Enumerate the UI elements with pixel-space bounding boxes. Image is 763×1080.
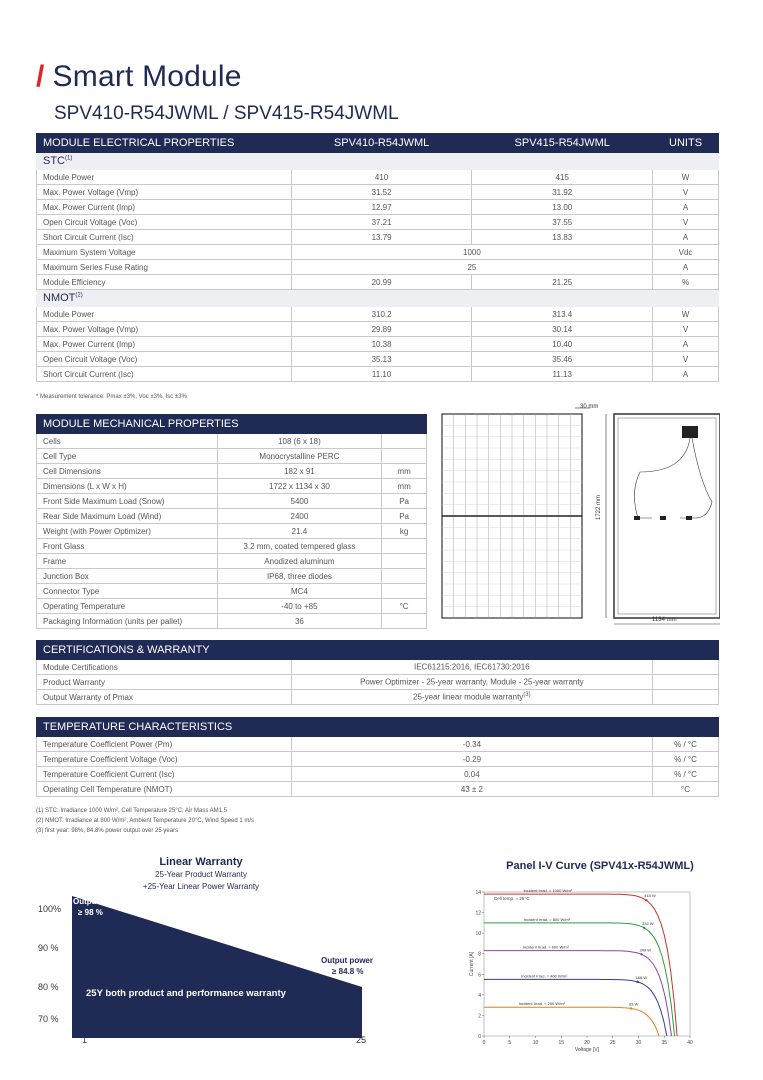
mech-cell: 1722 x 1134 x 30	[217, 479, 382, 494]
stc-cell: 12.97	[291, 200, 472, 215]
mech-cell: Dimensions (L x W x H)	[37, 479, 218, 494]
y-tick-label: 14	[475, 890, 481, 896]
stc-cell: Module Power	[37, 170, 292, 185]
stc-sup: (1)	[65, 155, 73, 162]
footnotes	[36, 806, 254, 836]
stc-cell: Maximum System Voltage	[37, 245, 292, 260]
nmot-cell: V	[653, 352, 719, 367]
mech-cell: Pa	[382, 494, 427, 509]
temp-cell: Operating Cell Temperature (NMOT)	[37, 782, 292, 797]
cert-label: Product Warranty	[37, 675, 292, 690]
stc-cell: Max. Power Current (Imp)	[37, 200, 292, 215]
table-row	[37, 479, 427, 494]
table-row	[37, 275, 719, 290]
x-tick-label: 25	[609, 1040, 616, 1046]
table-row	[37, 434, 427, 449]
nmot-cell: 11.13	[472, 367, 653, 382]
mech-cell: °C	[382, 599, 427, 614]
temperature-rows	[37, 737, 719, 797]
ytick-100: 100%	[38, 904, 62, 914]
x-tick-label: 0	[482, 1040, 486, 1046]
iv-mpp-point	[643, 927, 645, 929]
x-tick-label: 35	[661, 1040, 668, 1046]
mech-cell	[382, 569, 427, 584]
depth-label: 30 mm	[580, 404, 599, 410]
table-row	[37, 509, 427, 524]
stc-text: STC	[43, 155, 65, 167]
y-tick-label: 12	[475, 910, 481, 917]
table-row	[37, 752, 719, 767]
stc-cell: 1000	[291, 245, 652, 260]
table-row	[37, 230, 719, 245]
iv-chart-title: Panel I-V Curve (SPV41x-R54JWML)	[506, 860, 694, 872]
mech-cell: Cell Dimensions	[37, 464, 218, 479]
stc-cell: Vdc	[653, 245, 719, 260]
stc-cell: 13.00	[472, 200, 653, 215]
nmot-cell: A	[653, 337, 719, 352]
nmot-cell: V	[653, 322, 719, 337]
x-tick-label: 5	[508, 1040, 512, 1046]
stc-cell: 31.52	[291, 185, 472, 200]
start-output-label: Output power	[73, 897, 125, 906]
stc-cell: 31.92	[472, 185, 653, 200]
mech-cell: 21.4	[217, 524, 382, 539]
mech-cell: 182 x 91	[217, 464, 382, 479]
warranty-band-text: 25Y both product and performance warranty	[86, 988, 286, 999]
table-row	[37, 367, 719, 382]
mech-cell: 2400	[217, 509, 382, 524]
xtick-25: 25	[356, 1035, 367, 1045]
mech-cell: 36	[217, 614, 382, 629]
nmot-cell: Module Power	[37, 307, 292, 322]
cert-value	[291, 660, 653, 675]
nmot-label	[37, 290, 719, 307]
brand-slash-icon: /	[36, 60, 45, 93]
stc-cell: 13.79	[291, 230, 472, 245]
end-output-label: Output power	[321, 956, 373, 965]
cert-label: Output Warranty of Pmax	[37, 690, 292, 705]
nmot-cell: 313.4	[472, 307, 653, 322]
temp-cell: 0.04	[291, 767, 652, 782]
table-row	[37, 464, 427, 479]
start-output-value: ≥ 98 %	[78, 908, 103, 917]
nmot-cell: 10.40	[472, 337, 653, 352]
mech-cell: Packaging Information (units per pallet)	[37, 614, 218, 629]
mech-cell: 108 (6 x 18)	[217, 434, 382, 449]
table-row	[37, 584, 427, 599]
page-title	[36, 60, 242, 94]
footnote-2: (2) NMOT: Irradiance at 800 W/m², Ambient Temperature 20°C, Wind Speed 1 m/s	[36, 818, 255, 824]
temp-cell: 43 ± 2	[291, 782, 652, 797]
warranty-chart	[30, 852, 380, 1048]
nmot-cell: Max. Power Voltage (Vmp)	[37, 322, 292, 337]
table-row	[37, 690, 719, 705]
stc-cell: A	[653, 260, 719, 275]
table-row	[37, 614, 427, 629]
cert-value	[291, 690, 653, 705]
table-row	[37, 260, 719, 275]
mech-cell: MC4	[217, 584, 382, 599]
cert-label: Module Certifications	[37, 660, 292, 675]
stc-cell: W	[653, 170, 719, 185]
iv-series-label: Incident Irrad. = 200 W/m²	[518, 1001, 565, 1007]
mechanical-header: MODULE MECHANICAL PROPERTIES	[37, 415, 427, 434]
mech-cell: 3.2 mm, coated tempered glass	[217, 539, 382, 554]
mech-cell	[382, 614, 427, 629]
stc-cell: Max. Power Voltage (Vmp)	[37, 185, 292, 200]
module-back-view	[614, 414, 720, 618]
y-tick-label: 8	[478, 951, 481, 958]
certification-rows	[37, 660, 719, 705]
nmot-rows	[37, 307, 719, 382]
temperature-table	[36, 717, 719, 797]
mech-cell	[382, 434, 427, 449]
iv-plot-area	[484, 892, 690, 1036]
iv-series-label: Incident Irrad. = 800 W/m²	[523, 916, 571, 922]
temp-cell: Temperature Coefficient Voltage (Voc)	[37, 752, 292, 767]
cert-value-text: 25-year linear module warranty	[413, 692, 524, 702]
mech-cell: Cell Type	[37, 449, 218, 464]
x-tick-label: 15	[558, 1040, 565, 1046]
electrical-table	[36, 133, 719, 382]
mech-cell: kg	[382, 524, 427, 539]
cert-value	[291, 675, 653, 690]
stc-cell: A	[653, 230, 719, 245]
table-row	[37, 524, 427, 539]
cert-unit	[653, 690, 719, 705]
table-row	[37, 322, 719, 337]
mech-cell: Front Side Maximum Load (Snow)	[37, 494, 218, 509]
y-tick-label: 0	[478, 1034, 481, 1040]
mech-cell: Junction Box	[37, 569, 218, 584]
nmot-text: NMOT	[43, 292, 76, 304]
nmot-cell: 30.14	[472, 322, 653, 337]
ytick-70: 70 %	[38, 1014, 59, 1024]
mech-cell: 5400	[217, 494, 382, 509]
stc-cell: 21.25	[472, 275, 653, 290]
x-axis-label: Voltage [V]	[574, 1047, 600, 1053]
mech-cell: mm	[382, 464, 427, 479]
iv-pmax-label: 415 W	[644, 893, 656, 899]
ytick-90: 90 %	[38, 943, 59, 953]
mechanical-table	[36, 414, 427, 629]
cert-value-text: Power Optimizer - 25-year warranty, Module - 25-year warranty	[360, 677, 584, 687]
mech-cell: mm	[382, 479, 427, 494]
mech-cell: Anodized aluminum	[217, 554, 382, 569]
x-tick-label: 10	[532, 1040, 539, 1046]
end-output-value: ≥ 84.8 %	[332, 967, 364, 976]
y-tick-label: 10	[475, 931, 481, 938]
mech-cell: Front Glass	[37, 539, 218, 554]
mech-cell: Cells	[37, 434, 218, 449]
y-tick-label: 4	[478, 992, 481, 999]
iv-pmax-label: 83 W	[629, 1001, 639, 1007]
mech-cell: -40 to +85	[217, 599, 382, 614]
electrical-header: MODULE ELECTRICAL PROPERTIES	[37, 134, 292, 153]
col-units: UNITS	[653, 134, 719, 153]
nmot-cell: A	[653, 367, 719, 382]
stc-rows	[37, 170, 719, 290]
table-row	[37, 170, 719, 185]
temp-cell: -0.29	[291, 752, 652, 767]
mech-cell: IP68, three diodes	[217, 569, 382, 584]
iv-pmax-label: 332 W	[642, 920, 654, 926]
warranty-line-2: +25-Year Linear Power Warranty	[142, 882, 260, 891]
mech-cell: Rear Side Maximum Load (Wind)	[37, 509, 218, 524]
y-tick-label: 6	[478, 972, 481, 979]
stc-cell: A	[653, 200, 719, 215]
table-row	[37, 767, 719, 782]
warranty-line-1: 25-Year Product Warranty	[155, 870, 247, 879]
iv-chart	[468, 884, 700, 1054]
x-tick-label: 20	[584, 1040, 590, 1046]
table-row	[37, 245, 719, 260]
nmot-cell: 310.2	[291, 307, 472, 322]
connector-3	[686, 516, 692, 520]
nmot-cell: Short Circuit Current (Isc)	[37, 367, 292, 382]
nmot-cell: 29.89	[291, 322, 472, 337]
temp-cell: Temperature Coefficient Power (Pm)	[37, 737, 292, 752]
iv-mpp-point	[640, 953, 642, 955]
col-model-415: SPV415-R54JWML	[472, 134, 653, 153]
width-label: 1134 mm	[652, 617, 677, 623]
stc-cell: Short Circuit Current (Isc)	[37, 230, 292, 245]
table-row	[37, 200, 719, 215]
temp-cell: -0.34	[291, 737, 652, 752]
mech-cell: Frame	[37, 554, 218, 569]
table-row	[37, 307, 719, 322]
certifications-table	[36, 640, 719, 705]
iv-mpp-point	[630, 1007, 632, 1009]
page-subtitle: SPV410-R54JWML / SPV415-R54JWML	[54, 103, 399, 124]
nmot-cell: 11.10	[291, 367, 472, 382]
temp-cell: % / °C	[653, 767, 719, 782]
table-row	[37, 782, 719, 797]
connector-2	[660, 516, 666, 520]
stc-cell: Open Circuit Voltage (Voc)	[37, 215, 292, 230]
table-row	[37, 554, 427, 569]
mech-cell	[382, 584, 427, 599]
warranty-area	[72, 896, 362, 1038]
stc-cell: %	[653, 275, 719, 290]
ytick-80: 80 %	[38, 982, 59, 992]
stc-cell: Maximum Series Fuse Rating	[37, 260, 292, 275]
nmot-cell: Max. Power Current (Imp)	[37, 337, 292, 352]
x-tick-label: 30	[635, 1040, 642, 1046]
nmot-cell: 35.13	[291, 352, 472, 367]
cell-temp-label: Cell temp. = 25°C	[494, 896, 530, 901]
cert-value-text: IEC61215:2016, IEC61730:2016	[414, 662, 530, 672]
temp-cell: % / °C	[653, 752, 719, 767]
stc-cell: 20.99	[291, 275, 472, 290]
mech-cell: Operating Temperature	[37, 599, 218, 614]
connector-1	[634, 516, 640, 520]
nmot-cell: W	[653, 307, 719, 322]
mech-cell	[382, 539, 427, 554]
stc-cell: 37.55	[472, 215, 653, 230]
tolerance-note: * Measurement tolerance: Pmax ±3%, Voc ±3%, Isc ±3%	[36, 394, 187, 400]
junction-box	[682, 426, 698, 438]
mech-cell: Monocrystalline PERC	[217, 449, 382, 464]
height-label: 1722 mm	[596, 494, 602, 520]
xtick-1: 1	[82, 1035, 88, 1045]
cert-unit	[653, 675, 719, 690]
stc-cell: 415	[472, 170, 653, 185]
table-row	[37, 352, 719, 367]
mech-cell	[382, 449, 427, 464]
stc-label	[37, 153, 719, 170]
table-row	[37, 494, 427, 509]
y-axis-label: Current [A]	[469, 951, 475, 977]
iv-pmax-label: 166 W	[635, 974, 648, 980]
y-tick-label: 2	[478, 1013, 481, 1020]
footnote-1: (1) STC: Irradiance 1000 W/m², Cell Temperature 25°C, Air Mass AM1.5	[36, 808, 228, 814]
iv-series-label: Incident Irrad. = 600 W/m²	[522, 944, 570, 950]
mech-cell: Pa	[382, 509, 427, 524]
table-row	[37, 675, 719, 690]
mechanical-rows	[37, 434, 427, 629]
iv-series-label: Incident Irrad. = 400 W/m²	[521, 973, 568, 979]
mech-cell: Weight (with Power Optimizer)	[37, 524, 218, 539]
stc-cell: 13.83	[472, 230, 653, 245]
table-row	[37, 185, 719, 200]
table-row	[37, 599, 427, 614]
table-row	[37, 660, 719, 675]
title-text: Smart Module	[52, 60, 242, 93]
module-drawing	[440, 402, 720, 628]
stc-cell: V	[653, 185, 719, 200]
temp-cell: °C	[653, 782, 719, 797]
table-row	[37, 737, 719, 752]
cert-unit	[653, 660, 719, 675]
temperature-header: TEMPERATURE CHARACTERISTICS	[37, 718, 719, 737]
table-row	[37, 337, 719, 352]
iv-pmax-label: 249 W	[639, 947, 652, 953]
stc-cell: V	[653, 215, 719, 230]
col-model-410: SPV410-R54JWML	[291, 134, 472, 153]
nmot-cell: Open Circuit Voltage (Voc)	[37, 352, 292, 367]
mech-cell: Connector Type	[37, 584, 218, 599]
stc-cell: 25	[291, 260, 652, 275]
stc-cell: 37.21	[291, 215, 472, 230]
iv-series-label: Incident Irrad. = 1000 W/m²	[523, 888, 573, 894]
x-tick-label: 40	[687, 1040, 693, 1046]
stc-cell: 410	[291, 170, 472, 185]
warranty-title: Linear Warranty	[159, 856, 243, 868]
table-row	[37, 539, 427, 554]
temp-cell: Temperature Coefficient Current (Isc)	[37, 767, 292, 782]
stc-cell: Module Efficiency	[37, 275, 292, 290]
iv-mpp-point	[645, 899, 647, 901]
footnote-3: (3) first year: 98%, 84.8% power output over 25 years	[36, 828, 179, 834]
nmot-cell: 10.38	[291, 337, 472, 352]
mech-cell	[382, 554, 427, 569]
nmot-cell: 35.46	[472, 352, 653, 367]
table-row	[37, 449, 427, 464]
table-row	[37, 215, 719, 230]
temp-cell: % / °C	[653, 737, 719, 752]
certifications-header: CERTIFICATIONS & WARRANTY	[37, 641, 719, 660]
iv-mpp-point	[636, 981, 638, 983]
cert-sup: (3)	[523, 692, 531, 699]
table-row	[37, 569, 427, 584]
nmot-sup: (2)	[75, 292, 83, 299]
